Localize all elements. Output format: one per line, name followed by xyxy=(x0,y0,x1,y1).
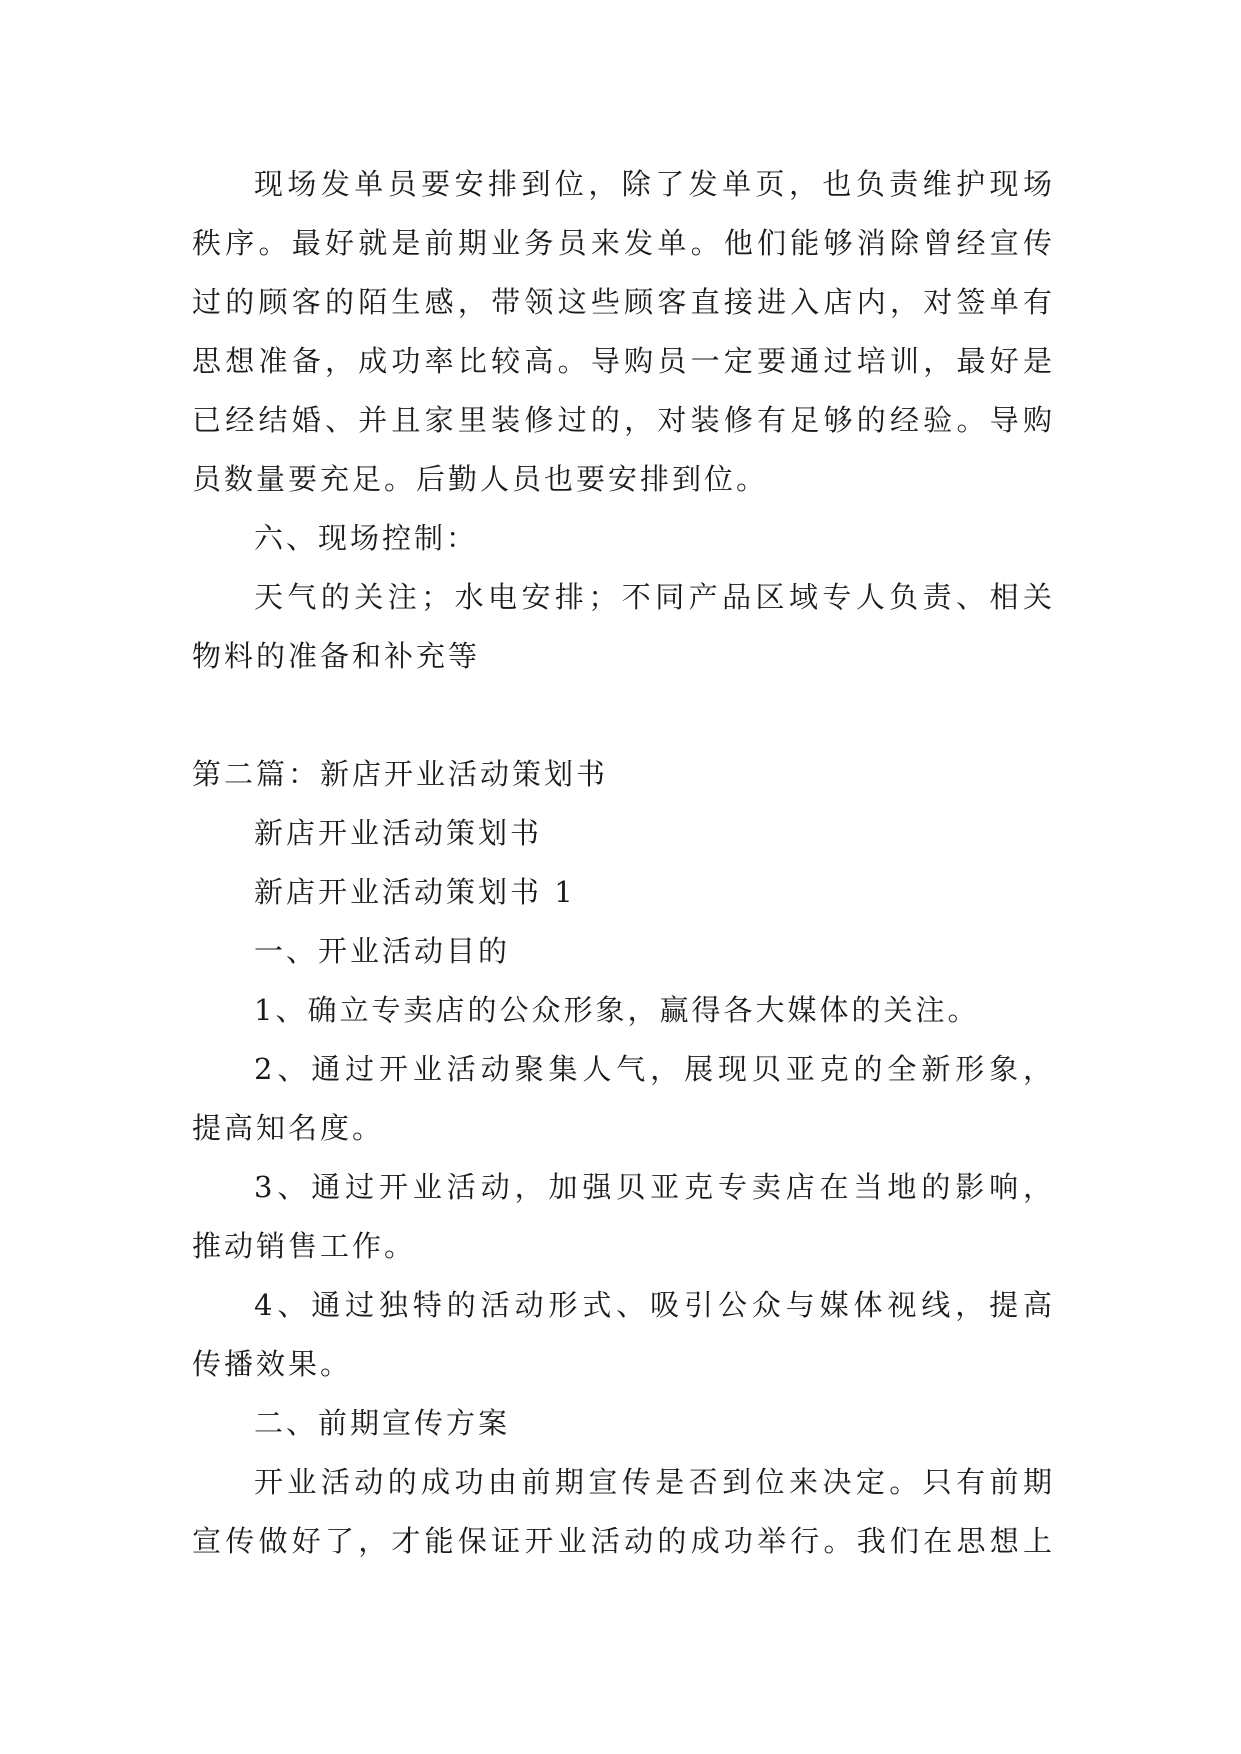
list-item: 3、通过开业活动，加强贝亚克专卖店在当地的影响， xyxy=(254,1170,1052,1204)
list-item: 1、确立专卖店的公众形象，赢得各大媒体的关注。 xyxy=(254,993,980,1027)
list-item-continuation: 提高知名度。 xyxy=(192,1111,385,1145)
paragraph-line: 思想准备，成功率比较高。导购员一定要通过培训，最好是 xyxy=(192,344,1052,378)
section-heading: 一、开业活动目的 xyxy=(254,934,511,968)
section-heading: 六、现场控制： xyxy=(254,521,479,555)
paragraph-line: 开业活动的成功由前期宣传是否到位来决定。只有前期 xyxy=(254,1465,1052,1499)
paragraph-line: 秩序。最好就是前期业务员来发单。他们能够消除曾经宣传 xyxy=(192,226,1052,260)
chapter-title: 第二篇：新店开业活动策划书 xyxy=(192,757,609,791)
paragraph-line: 过的顾客的陌生感，带领这些顾客直接进入店内，对签单有 xyxy=(192,285,1052,319)
list-item-continuation: 推动销售工作。 xyxy=(192,1229,417,1263)
section-heading: 二、前期宣传方案 xyxy=(254,1406,511,1440)
list-item: 2、通过开业活动聚集人气，展现贝亚克的全新形象， xyxy=(254,1052,1052,1086)
document-title: 新店开业活动策划书 xyxy=(254,816,543,850)
document-subtitle: 新店开业活动策划书 1 xyxy=(254,875,576,909)
list-item-continuation: 传播效果。 xyxy=(192,1347,353,1381)
paragraph-line: 物料的准备和补充等 xyxy=(192,639,481,673)
paragraph-line: 现场发单员要安排到位，除了发单页，也负责维护现场 xyxy=(254,167,1052,201)
paragraph-line: 员数量要充足。后勤人员也要安排到位。 xyxy=(192,462,769,496)
paragraph-line: 已经结婚、并且家里装修过的，对装修有足够的经验。导购 xyxy=(192,403,1052,437)
list-item: 4、通过独特的活动形式、吸引公众与媒体视线，提高 xyxy=(254,1288,1052,1322)
paragraph-line: 天气的关注；水电安排；不同产品区域专人负责、相关 xyxy=(254,580,1052,614)
paragraph-line: 宣传做好了，才能保证开业活动的成功举行。我们在思想上 xyxy=(192,1524,1052,1558)
